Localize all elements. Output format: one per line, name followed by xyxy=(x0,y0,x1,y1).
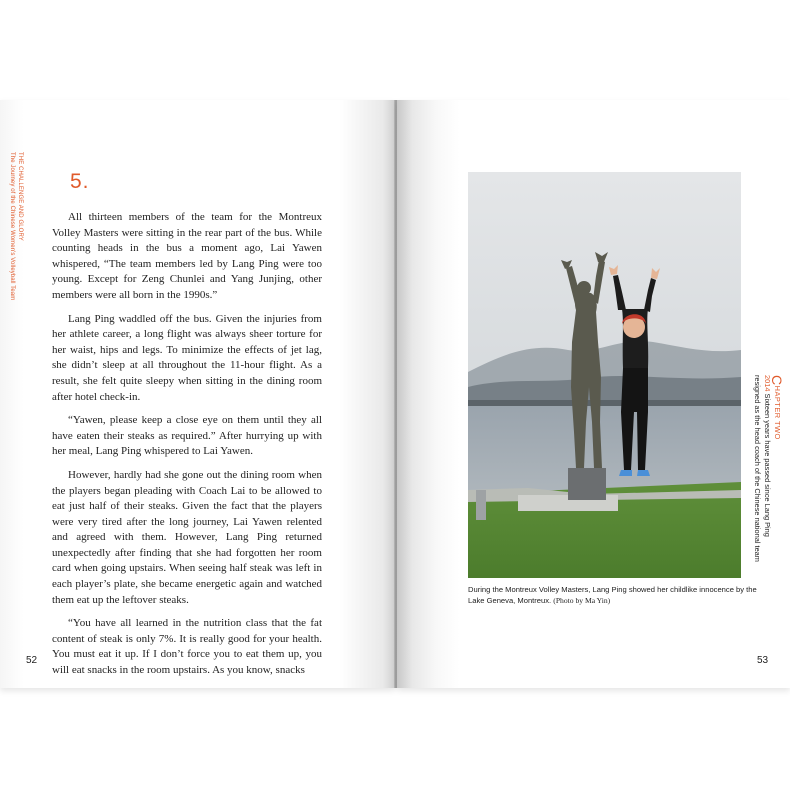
chapter-label xyxy=(769,375,785,562)
running-header-title: THE CHALLENGE AND GLORY xyxy=(17,152,23,241)
chapter-desc-text: Sixteen years have passed since Lang Ping xyxy=(763,393,772,537)
body-text xyxy=(52,210,322,687)
chapter-year: 2014 xyxy=(763,375,772,392)
chapter-label-rest: HAPTER TWO xyxy=(773,385,782,440)
running-header-subtitle: The Journey of the Chinese Women's Volleyball Team xyxy=(9,152,15,301)
chapter-description-line2: resigned as the head coach of the Chinese national team xyxy=(753,375,762,562)
running-header xyxy=(8,152,24,300)
section-number: 5. xyxy=(70,170,90,193)
photo-statue-and-coach xyxy=(468,172,741,578)
page-number-right: 53 xyxy=(757,655,769,666)
left-page xyxy=(0,100,395,688)
paragraph: “You have all learned in the nutrition class that the fat content of steak is only 7%. It is really good for your health. You must eat it up. If I don’t force you to eat them up, you will eat snacks in the room upstairs. As you know, snacks xyxy=(52,617,322,677)
paragraph: However, hardly had she gone out the dining room when the players began pleading with Coach Lai to be allowed to eat just half of their steaks. Given the fact that the players were very tired after the long journey, Lai Yawen relented and agreed with them. However, Lang Ping returned unexpectedly after finding that she had forgotten her room card when going upstairs. When seeing half steak was left in each player’s plate, she became energetic again and watched them eat up the leftover steaks. xyxy=(52,468,322,606)
paragraph: All thirteen members of the team for the Montreux Volley Masters were sitting in the rear part of the bus. While counting heads in the bus a moment ago, Lai Yawen whispered, “The team members led by Lang Ping were too young. Except for Zeng Chunlei and Yang Junjing, other members were all born in the 1990s.” xyxy=(52,211,322,301)
caption-text: During the Montreux Volley Masters, Lang Ping showed her childlike innocence by the Lake Geneva, Montreux. xyxy=(468,585,757,605)
photo-caption xyxy=(468,584,758,606)
paragraph: “Yawen, please keep a close eye on them until they all have eaten their steaks as required.” After hurrying up with her meal, Lang Ping whispered to Lai Yawen. xyxy=(52,414,322,458)
chapter-initial: C xyxy=(769,375,785,386)
paragraph: Lang Ping waddled off the bus. Given the injuries from her athlete career, a long flight was always sheer torture for her waist, hips and legs. To minimize the effects of jet lag, she didn’t sleep at all throughout the 11-hour flight. As a result, she felt quite sleepy when sitting in the dining room after hotel check-in. xyxy=(52,312,322,403)
photo-credit: (Photo by Ma Yin) xyxy=(553,596,611,605)
chapter-description-line1 xyxy=(762,375,772,562)
chapter-sidebar xyxy=(752,375,785,562)
page-number-left: 52 xyxy=(26,655,38,666)
